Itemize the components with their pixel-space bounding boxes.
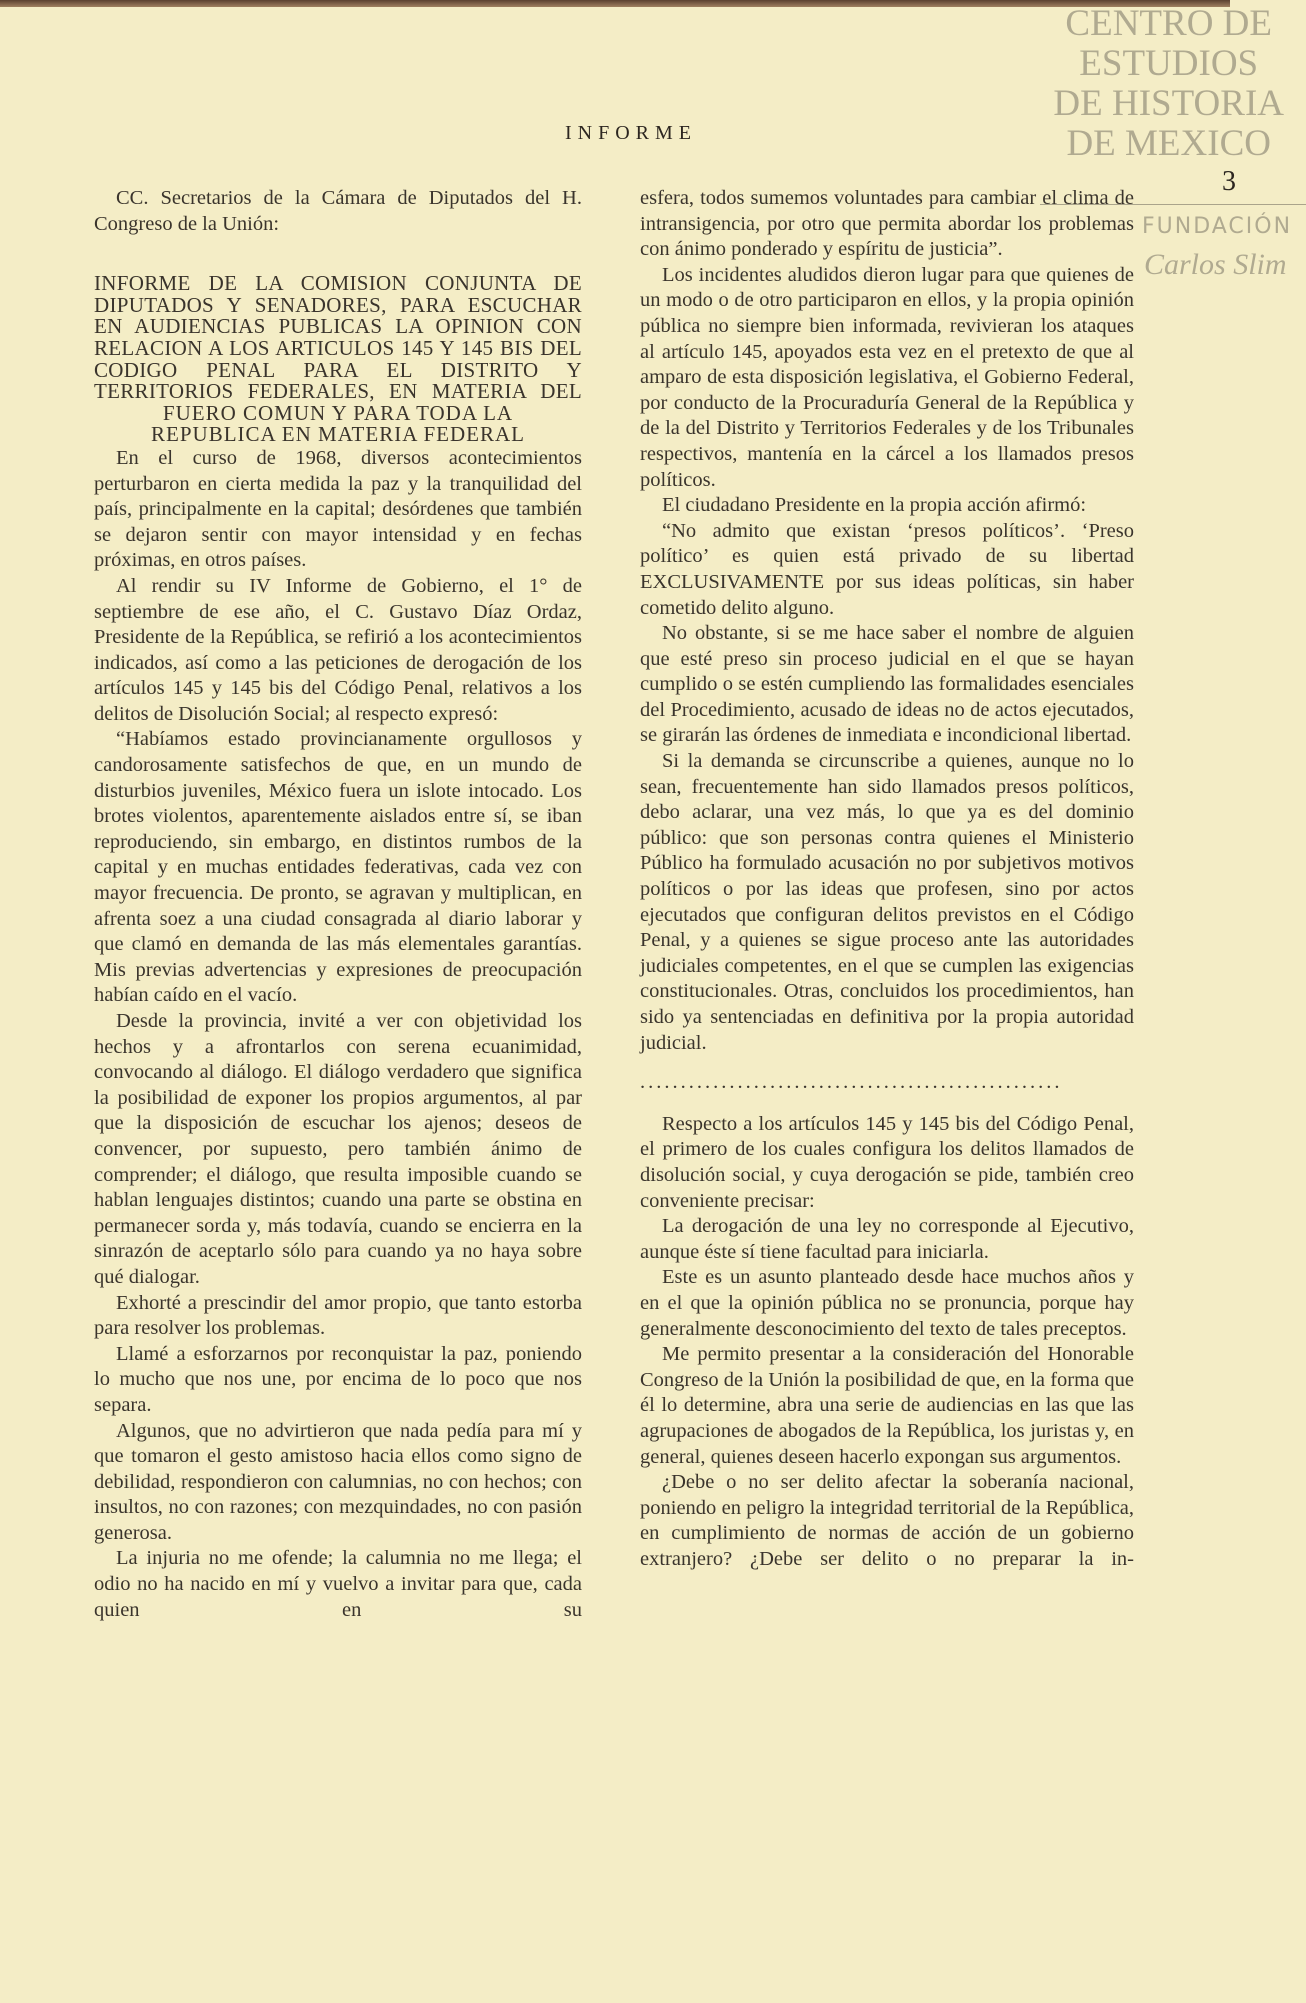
- heading-line: FUERO COMUN Y PARA TODA LA: [162, 400, 514, 425]
- watermark-line: ESTUDIOS: [1079, 43, 1259, 84]
- scan-edge: [0, 0, 1230, 7]
- paragraph: esfera, todos sumemos voluntades para cambiar el clima de intransigencia, por otro que permita abordar los problemas con ánimo ponderado y espíritu de justicia”.: [640, 187, 1134, 261]
- paragraph: No obstante, si se me hace saber el nombre de alguien que esté preso sin proceso judicial en el que se hayan cumplido o se estén cumpliendo las formalidades esenciales del Procedimiento, acusado de ideas no de actos ejecutados, se girarán las órdenes de inmediata e incondicional libertad.: [640, 622, 1134, 747]
- watermark-fundacion: FUNDACIÓN: [1142, 214, 1293, 239]
- ellipsis-separator: ....................................................: [640, 1071, 1063, 1094]
- paragraph: Desde la provincia, invité a ver con objetividad los hechos y a afrontarlos con serena ecuanimidad, convocando al diálogo. El diálogo verdadero que significa la posibilidad de exponer los propios argumentos, al par que la disposición de escuchar los ajenos; deseos de convencer, por supuesto, pero también ánimo de comprender; el diálogo, que resulta imposible cuando se hablan lenguajes distintos; cuando una parte se obstina en permanecer sorda y, más todavía, cuando se encierra en la sinrazón de aceptarlo sólo para cuando ya no haya sobre qué dialogar.: [94, 1010, 582, 1288]
- paragraph: Algunos, que no advirtieron que nada pedía para mí y que tomaron el gesto amistoso hacia ellos como signo de debilidad, respondieron con calumnias, no con hechos; con insultos, no con razones; con mezquindades, no con pasión generosa.: [94, 1419, 582, 1544]
- right-column: [640, 186, 1134, 1572]
- report-heading: INFORME DE LA COMISION CONJUNTA DE DIPUTADOS Y SENADORES, PARA ESCUCHAR EN AUDIENCIAS PUBLICAS LA OPINION CON RELACION A LOS ARTICULOS 145 Y 145 BIS DEL CODIGO PENAL PARA EL DISTRITO Y TERRITORIOS FEDERALES, EN MATERIA DEL: [94, 271, 582, 404]
- paragraph: Me permito presentar a la consideración del Honorable Congreso de la Unión la posibilidad de que, en la forma que él lo determine, abra una serie de audiencias en las que las agrupaciones de abogados de la República, los juristas y, en general, quienes deseen hacerlo expongan sus argumentos.: [640, 1343, 1134, 1468]
- paragraph: La derogación de una ley no corresponde al Ejecutivo, aunque éste sí tiene facultad para iniciarla.: [640, 1215, 1134, 1263]
- paragraph: Respecto a los artículos 145 y 145 bis del Código Penal, el primero de los cuales configura los delitos llamados de disolución social, y cuya derogación se pide, también creo conveniente precisar:: [640, 1112, 1134, 1212]
- watermark-line: DE HISTORIA: [1053, 83, 1284, 124]
- running-head: INFORME: [564, 122, 697, 144]
- paragraph: “No admito que existan ‘presos políticos’. ‘Preso político’ es quien está privado de su libertad EXCLUSIVAMENTE por sus ideas políticas, sin haber cometido delito alguno.: [640, 519, 1134, 619]
- addressee: CC. Secretarios de la Cámara de Diputados del H. Congreso de la Unión:: [94, 187, 582, 235]
- paragraph: En el curso de 1968, diversos acontecimientos perturbaron en cierta medida la paz y la tranquilidad del país, principalmente en la capital; desórdenes que también se dejaron sentir con mayor intensidad y en fechas próximas, en otros países.: [94, 446, 582, 572]
- paragraph: “Habíamos estado provincianamente orgullosos y candorosamente satisfechos de que, en un mundo de disturbios juveniles, México fuera un islote intocado. Los brotes violentos, aparentemente aislados entre sí, se iban reproduciendo, sin embargo, en distintos rumbos de la capital y en muchas entidades federativas, cada vez con mayor frecuencia. De pronto, se agravan y multiplican, en afrenta soez a una ciudad consagrada al diario laborar y que clamó en demanda de las más elementales garantías. Mis previas advertencias y expresiones de preocupación habían caído en el vacío.: [94, 728, 582, 1007]
- watermark-line: CENTRO DE: [1065, 3, 1272, 44]
- paragraph: Llamé a esforzarnos por reconquistar la paz, poniendo lo mucho que nos une, por encima de lo poco que nos separa.: [94, 1342, 582, 1416]
- watermark-line: DE MEXICO: [1066, 123, 1271, 164]
- left-column: [94, 186, 582, 1623]
- heading-line: REPUBLICA EN MATERIA FEDERAL: [151, 422, 525, 447]
- paragraph: La injuria no me ofende; la calumnia no me llega; el odio no ha nacido en mí y vuelvo a invitar para que, cada quien en su: [94, 1547, 582, 1621]
- paragraph: El ciudadano Presidente en la propia acción afirmó:: [662, 494, 1087, 517]
- paragraph: ¿Debe o no ser delito afectar la soberanía nacional, poniendo en peligro la integridad territorial de la República, en cumplimiento de normas de acción de un gobierno extranjero? ¿Debe ser delito o no preparar la in-: [640, 1471, 1134, 1570]
- paragraph: Los incidentes aludidos dieron lugar para que quienes de un modo o de otro participaron en ellos, y la propia opinión pública no siempre bien informada, revivieran los ataques al artículo 145, apoyados esta vez en el pretexto de que al amparo de esta disposición legislativa, el Gobierno Federal, por conducto de la Procuraduría General de la República y de la del Distrito y Territorios Federales y de los Tribunales respectivos, mantenía en la cárcel a los llamados presos políticos.: [640, 263, 1134, 491]
- watermark-signature: Carlos Slim: [1144, 248, 1287, 281]
- paragraph: Este es un asunto planteado desde hace muchos años y en el que la opinión pública no se pronuncia, porque hay generalmente desconocimiento del texto de tales preceptos.: [640, 1266, 1134, 1340]
- page-number: 3: [1222, 166, 1236, 197]
- paragraph: Exhorté a prescindir del amor propio, que tanto estorba para resolver los problemas.: [94, 1291, 582, 1340]
- paragraph: Si la demanda se circunscribe a quienes, aunque no lo sean, frecuentemente han sido llamados presos políticos, debo aclarar, una vez más, lo que ya es del dominio público: que son personas contra quienes el Ministerio Público ha formulado acusación no por subjetivos motivos políticos o por las ideas que profesen, sino por actos ejecutados que configuran delitos previstos en el Código Penal, y a quienes se sigue proceso ante las autoridades judiciales competentes, en el que se cumplen las exigencias constitucionales. Otras, concluidos los procedimientos, han sido ya sentenciadas en definitiva por la propia autoridad judicial.: [640, 750, 1134, 1054]
- paragraph: Al rendir su IV Informe de Gobierno, el 1° de septiembre de ese año, el C. Gustavo Díaz Ordaz, Presidente de la República, se refirió a los acontecimientos indicados, así como a las peticiones de derogación de los artículos 145 y 145 bis del Código Penal, relativos a los delitos de Disolución Social; al respecto expresó:: [94, 574, 582, 725]
- report-heading-end: [94, 400, 582, 447]
